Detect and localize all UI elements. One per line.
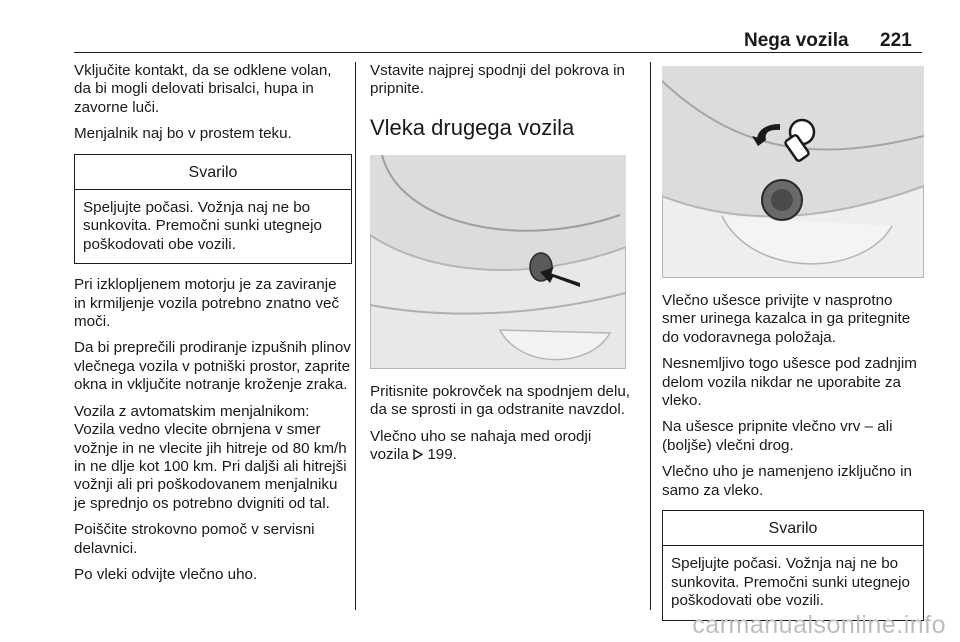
warning-text: Speljujte počasi. Vožnja naj ne bo sunkovita. Premočni sunki utegnejo poškodovati obe vozili.: [83, 199, 322, 253]
warning-box: [662, 510, 924, 621]
page-reference-arrow-icon: [413, 446, 427, 463]
column-1: [74, 62, 352, 592]
paragraph: Poiščite strokovno pomoč v servisni delavnici.: [74, 521, 315, 557]
paragraph: Nesnemljivo togo ušesce pod zadnjim delom vozila nikdar ne uporabite za vleko.: [662, 355, 917, 410]
paragraph: Pri izklopljenem motorju je za zaviranje in krmiljenje vozila potrebno znatno več moči.: [74, 276, 340, 331]
reference-text: Vlečno uho se nahaja med orodji vozila: [370, 427, 592, 464]
paragraph: Vstavite najprej spodnji del pokrova in pripnite.: [370, 62, 625, 98]
warning-text: Speljujte počasi. Vožnja naj ne bo sunkovita. Premočni sunki utegnejo poškodovati obe vozili.: [671, 555, 910, 610]
paragraph-reference: [370, 428, 634, 465]
bumper-cover-illustration: [370, 155, 626, 369]
column-divider-left: [355, 62, 356, 610]
paragraph: Pritisnite pokrovček na spodnjem delu, da se sprosti in ga odstranite navzdol.: [370, 382, 631, 419]
page-number: 221: [880, 30, 912, 51]
warning-title: Svarilo: [663, 511, 923, 546]
header-divider: [74, 52, 922, 53]
paragraph: Da bi preprečili prodiranje izpušnih plinov vlečnega vozila v potniški prostor, zaprite okna in vključite notranje kroženje zraka.: [74, 339, 351, 394]
paragraph: Vključite kontakt, da se odklene volan, da bi mogli delovati brisalci, hupa in zavorne luči.: [74, 62, 332, 116]
paragraph: Vlečno uho je namenjeno izključno in samo za vleko.: [662, 463, 912, 499]
column-2: [370, 62, 634, 472]
paragraph: Vlečno ušesce privijte v nasprotno smer urinega kazalca in ga pritegnite do vodoravnega položaja.: [662, 292, 911, 346]
reference-page: 199.: [427, 446, 457, 464]
column-3: [662, 66, 924, 633]
paragraph: Menjalnik naj bo v prostem teku.: [74, 125, 292, 143]
watermark-logo: carmanualsonline.info: [692, 611, 946, 639]
section-heading: Vleka drugega vozila: [370, 114, 575, 140]
chapter-title: Nega vozila: [744, 30, 849, 51]
paragraph: Po vleki odvijte vlečno uho.: [74, 565, 258, 583]
paragraph: Na ušesce pripnite vlečno vrv – ali (boljše) vlečni drog.: [662, 418, 893, 454]
towing-eye-illustration: [662, 66, 924, 278]
warning-title: Svarilo: [75, 155, 351, 190]
warning-box: [74, 154, 352, 265]
paragraph: Vozila z avtomatskim menjalnikom: Vozila vedno vlecite obrnjena v smer vožnje in ne vlecite jih hitreje od 80 km/h in ne dlje kot 100 km. Pri daljši ali hitrejši vožnji ali pri poškodovanem menjalniku je sprednjo os potrebno dvigniti od tal.: [74, 402, 347, 512]
column-divider-right: [650, 62, 651, 610]
